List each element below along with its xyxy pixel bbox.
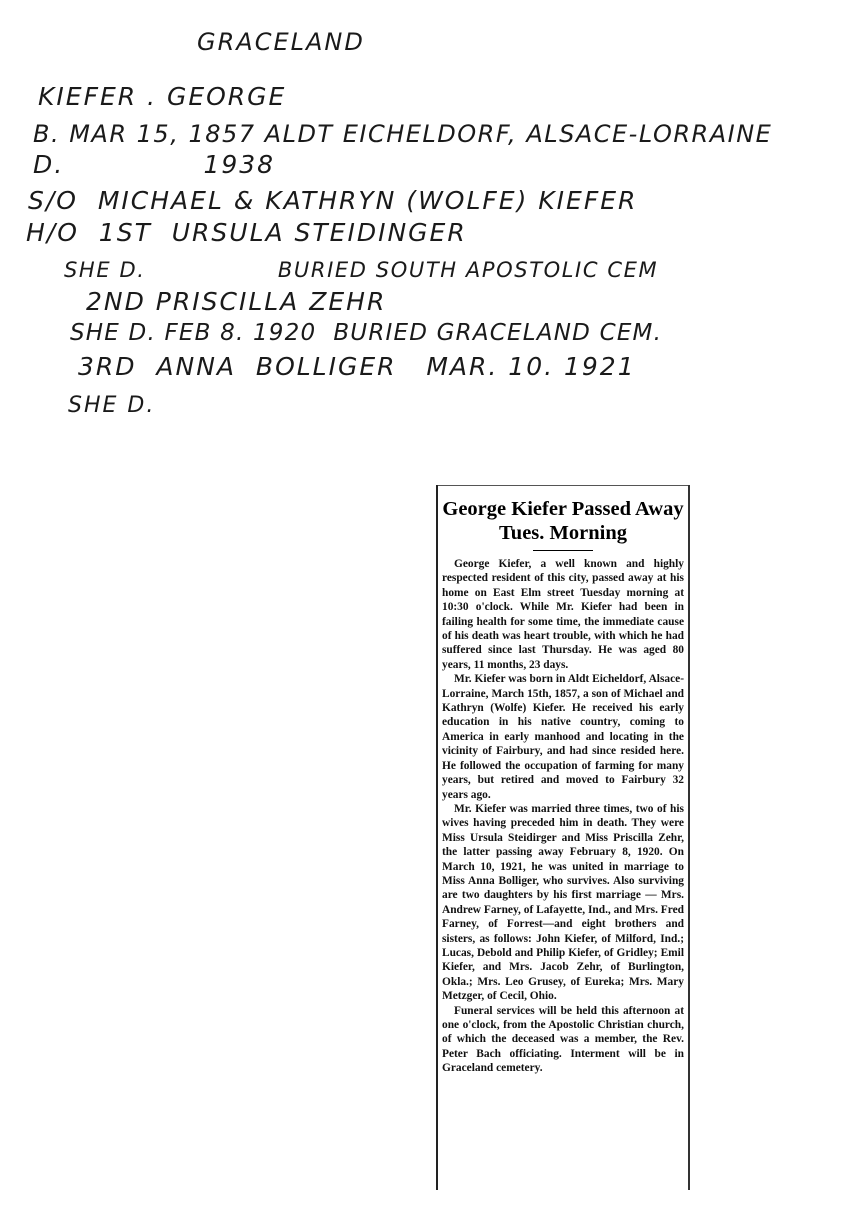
article-paragraph: Mr. Kiefer was born in Aldt Eicheldorf, Alsace-Lorraine, March 15th, 1857, a son of Michael and Kathryn (Wolfe) Kiefer. He received his early education in his native country, coming to America in early manhood and locating in the vicinity of Fairbury, and had since resided here. He followed the occupation of farming for many years, but retired and moved to Fairbury 32 years ago. bbox=[442, 673, 684, 801]
handwritten-line-spouse-2: 2ND PRISCILLA ZEHR bbox=[86, 287, 387, 316]
handwritten-line-name: KIEFER . GEORGE bbox=[38, 82, 287, 111]
article-paragraph: Mr. Kiefer was married three times, two of his wives having preceded him in death. They were Miss Ursula Steidirger and Miss Priscilla Zehr, the latter passing away February 8, 1920. On March 10, 1921, he was united in marriage to Miss Anna Bolliger, who survives. Also surviving are two daughters by his first marriage — Mrs. Andrew Farney, of Lafayette, Ind., and Mrs. Fred Farney, of Forrest—and eight brothers and sisters, as follows: John Kiefer, of Milford, Ind.; Lucas, Debold and Philip Kiefer, of Gridley; Emil Kiefer, and Mrs. Jacob Zehr, of Burlington, Okla.; Mrs. Leo Grusey, of Eureka; Mrs. Mary Metzger, of Cecil, Ohio. bbox=[442, 802, 684, 1003]
handwritten-line-death: D. 1938 bbox=[33, 150, 276, 179]
clipping-top-rule bbox=[438, 485, 688, 486]
article-paragraph: George Kiefer, a well known and highly respected resident of this city, passed away at his home on East Elm street Tuesday morning at 10:30 o'clock. While Mr. Kiefer had been in failing health for some time, the immediate cause of his death was heart trouble, with which he had suffered since last Thursday. He was aged 80 years, 11 months, 23 days. bbox=[442, 558, 684, 671]
handwritten-line-spouse-1: H/O 1ST URSULA STEIDINGER bbox=[26, 218, 467, 247]
obituary-article bbox=[442, 557, 684, 1076]
handwritten-line-spouse-3: 3RD ANNA BOLLIGER MAR. 10. 1921 bbox=[78, 352, 636, 381]
article-paragraph: Funeral services will be held this afternoon at one o'clock, from the Apostolic Christian church, of which the deceased was a member, the Rev. Peter Bach officiating. Interment will be in Graceland cemetery. bbox=[442, 1004, 684, 1075]
handwritten-line-birth: B. MAR 15, 1857 ALDT EICHELDORF, ALSACE-LORRAINE bbox=[33, 120, 773, 148]
handwritten-line-spouse-3-death: SHE D. bbox=[68, 393, 156, 418]
handwritten-line-spouse-2-death: SHE D. FEB 8. 1920 BURIED GRACELAND CEM. bbox=[70, 320, 663, 346]
handwritten-title: GRACELAND bbox=[197, 28, 365, 56]
handwritten-line-parents: S/O MICHAEL & KATHRYN (WOLFE) KIEFER bbox=[28, 186, 638, 215]
headline-divider bbox=[533, 550, 593, 551]
obituary-headline: George Kiefer Passed Away Tues. Morning bbox=[442, 498, 684, 544]
handwritten-line-spouse-1-death: SHE D. BURIED SOUTH APOSTOLIC CEM bbox=[64, 258, 659, 282]
obituary-clipping bbox=[436, 485, 690, 1190]
